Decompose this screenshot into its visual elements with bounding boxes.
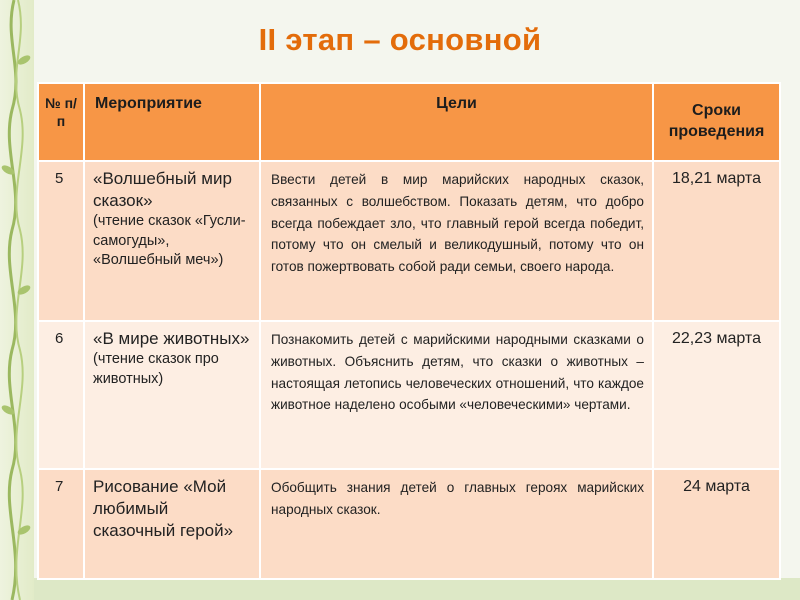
row-num: 7 bbox=[38, 469, 84, 579]
row-goals: Обобщить знания детей о главных героях марийских народных сказок. bbox=[260, 469, 653, 579]
header-goals: Цели bbox=[260, 83, 653, 161]
row-num: 6 bbox=[38, 321, 84, 469]
page-title: II этап – основной bbox=[258, 22, 542, 57]
table-row bbox=[38, 321, 780, 469]
row-event bbox=[84, 161, 260, 321]
row-goals: Ввести детей в мир марийских народных сказок, связанных с волшебством. Показать детям, что добро всегда побеждает зло, что главный герой всегда победит, потому что он смелый и великодушный, потому что он готов пожертвовать собой ради семьи, своего народа. bbox=[260, 161, 653, 321]
header-dates: Сроки проведения bbox=[653, 83, 780, 161]
row-event bbox=[84, 469, 260, 579]
event-subtitle: (чтение сказок про животных) bbox=[93, 351, 219, 387]
header-event: Мероприятие bbox=[84, 83, 260, 161]
event-title: Рисование «Мой любимый сказочный герой» bbox=[93, 477, 234, 541]
row-goals: Познакомить детей с марийскими народными сказками о животных. Объяснить детям, что сказки о животных – настоящая летопись человеческих отношений, что каждое животное наделено особыми «человеческими» чертами. bbox=[260, 321, 653, 469]
row-num: 5 bbox=[38, 161, 84, 321]
vine-icon bbox=[0, 0, 34, 600]
row-date: 24 марта bbox=[653, 469, 780, 579]
activities-table bbox=[37, 82, 781, 580]
table-row bbox=[38, 161, 780, 321]
event-title: «В мире животных» bbox=[93, 329, 250, 348]
row-event bbox=[84, 321, 260, 469]
row-date: 22,23 марта bbox=[653, 321, 780, 469]
event-subtitle: (чтение сказок «Гусли-самогуды», «Волшебный меч») bbox=[93, 213, 246, 269]
decorative-vine-border bbox=[0, 0, 34, 600]
table-row bbox=[38, 469, 780, 579]
event-title: «Волшебный мир сказок» bbox=[93, 169, 232, 211]
header-num: № п/п bbox=[38, 83, 84, 161]
row-date: 18,21 марта bbox=[653, 161, 780, 321]
table-header-row bbox=[38, 83, 780, 161]
decorative-bottom-band bbox=[34, 578, 800, 600]
